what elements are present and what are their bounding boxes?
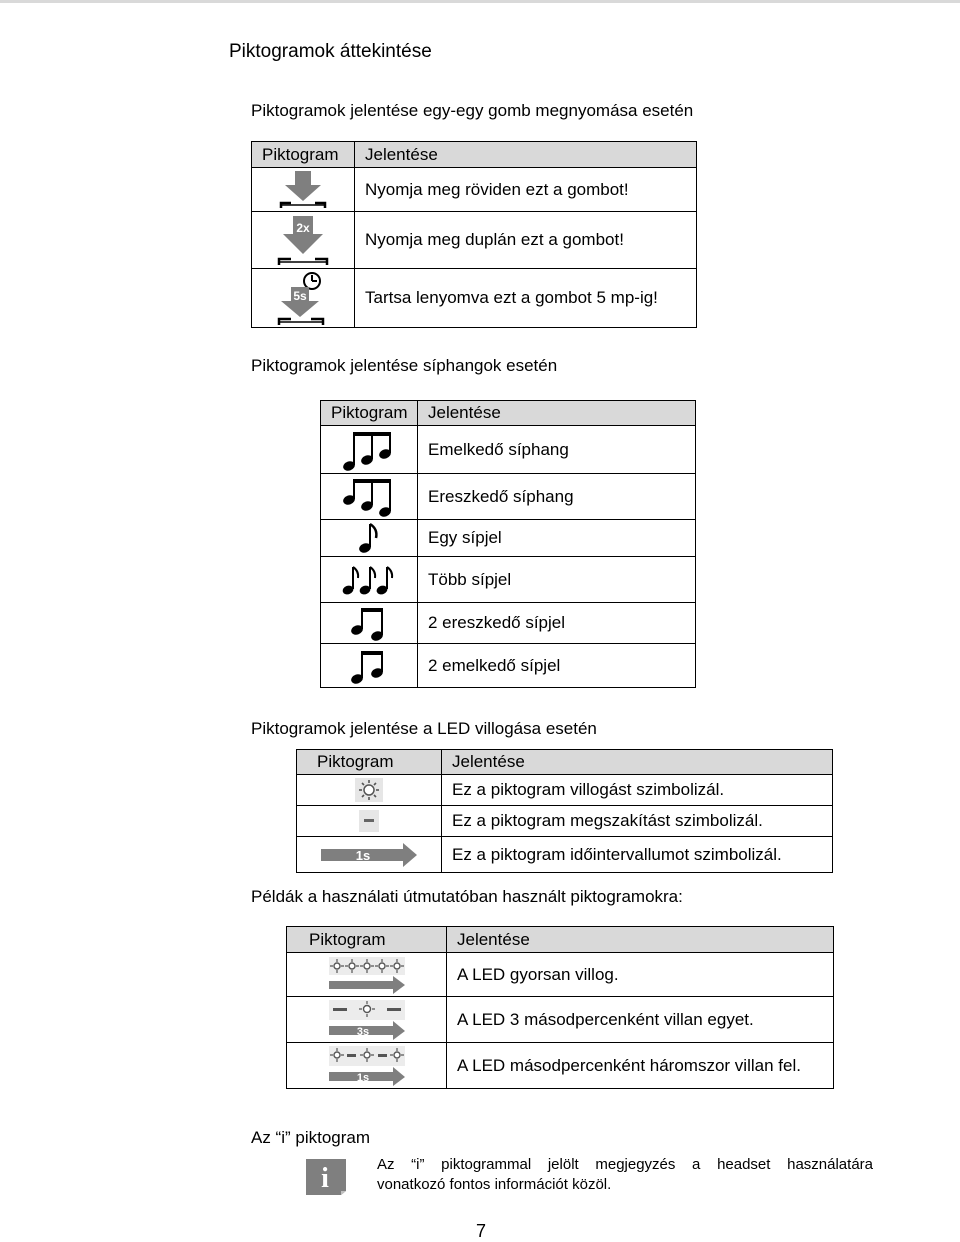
table-row	[252, 168, 697, 212]
row-meaning: Ez a piktogram villogást szimbolizál.	[442, 775, 833, 806]
table-row	[287, 953, 834, 997]
icon-label: 3s	[356, 1025, 369, 1038]
row-meaning: 2 ereszkedő sípjel	[418, 603, 696, 644]
table-row	[252, 269, 697, 328]
col-pictogram-header: Piktogram	[287, 927, 447, 953]
page-title: Piktogramok áttekintése	[229, 41, 432, 62]
buttons-table	[251, 141, 697, 328]
icon-label: 1s	[355, 847, 371, 863]
info-heading: Az “i” piktogram	[251, 1128, 371, 1147]
icon-label: 1s	[356, 1071, 369, 1084]
examples-table	[286, 926, 834, 1089]
row-meaning: Emelkedő síphang	[418, 426, 696, 474]
col-meaning-header: Jelentése	[418, 401, 696, 426]
col-meaning-header: Jelentése	[355, 142, 697, 168]
time-interval-arrow-icon	[297, 837, 442, 873]
info-note	[377, 1155, 873, 1195]
table-row	[321, 426, 696, 474]
table-row	[297, 837, 833, 873]
table-row	[321, 557, 696, 603]
col-pictogram-header: Piktogram	[252, 142, 355, 168]
info-icon	[305, 1158, 347, 1201]
info-icon-letter: i	[321, 1163, 329, 1194]
led-heading: Piktogramok jelentése a LED villogása esetén	[251, 719, 597, 738]
rising-tone-icon	[321, 426, 418, 474]
row-meaning: Ez a piktogram időintervallumot szimbolizál.	[442, 837, 833, 873]
top-rule	[0, 0, 960, 3]
row-meaning: Nyomja meg duplán ezt a gombot!	[355, 212, 697, 269]
table-row	[252, 212, 697, 269]
beeps-table	[320, 400, 696, 688]
table-row	[297, 775, 833, 806]
info-note-line-1: Az “i” piktogrammal jelölt megjegyzés a headset használatára	[377, 1156, 873, 1173]
single-beep-icon	[321, 520, 418, 557]
buttons-heading: Piktogramok jelentése egy-egy gomb megnyomása esetén	[251, 101, 694, 120]
press-short-icon	[252, 168, 355, 212]
table-row	[297, 806, 833, 837]
examples-heading: Példák a használati útmutatóban használt piktogramokra:	[251, 887, 683, 906]
falling-tone-icon	[321, 474, 418, 520]
beeps-heading: Piktogramok jelentése síphangok esetén	[251, 356, 558, 375]
press-hold-icon	[252, 269, 355, 328]
table-row	[321, 474, 696, 520]
led-flash-every-3s-icon	[287, 997, 447, 1043]
col-meaning-header: Jelentése	[442, 750, 833, 775]
table-row	[287, 1043, 834, 1089]
col-pictogram-header: Piktogram	[321, 401, 418, 426]
multiple-beeps-icon	[321, 557, 418, 603]
table-header-row	[252, 142, 697, 168]
row-meaning: Tartsa lenyomva ezt a gombot 5 mp-ig!	[355, 269, 697, 328]
col-meaning-header: Jelentése	[447, 927, 834, 953]
row-meaning: 2 emelkedő sípjel	[418, 644, 696, 688]
row-meaning: Egy sípjel	[418, 520, 696, 557]
info-note-line-2: vonatkozó fontos információt közöl.	[377, 1176, 612, 1193]
table-header-row	[297, 750, 833, 775]
table-row	[287, 997, 834, 1043]
page-number: 7	[476, 1221, 487, 1241]
table-row	[321, 644, 696, 688]
row-meaning: Ez a piktogram megszakítást szimbolizál.	[442, 806, 833, 837]
table-row	[321, 603, 696, 644]
row-meaning: A LED gyorsan villog.	[447, 953, 834, 997]
table-row	[321, 520, 696, 557]
two-rising-beeps-icon	[321, 644, 418, 688]
led-pause-icon	[297, 806, 442, 837]
table-header-row	[321, 401, 696, 426]
led-triple-flash-per-second-icon	[287, 1043, 447, 1089]
two-falling-beeps-icon	[321, 603, 418, 644]
led-fast-flash-icon	[287, 953, 447, 997]
press-double-icon	[252, 212, 355, 269]
row-meaning: A LED másodpercenként háromszor villan fel.	[447, 1043, 834, 1089]
row-meaning: Több sípjel	[418, 557, 696, 603]
icon-label: 5s	[293, 289, 307, 303]
row-meaning: Nyomja meg röviden ezt a gombot!	[355, 168, 697, 212]
led-table	[296, 749, 833, 873]
table-header-row	[287, 927, 834, 953]
row-meaning: A LED 3 másodpercenként villan egyet.	[447, 997, 834, 1043]
col-pictogram-header: Piktogram	[297, 750, 442, 775]
led-flash-icon	[297, 775, 442, 806]
icon-label: 2x	[296, 221, 310, 235]
row-meaning: Ereszkedő síphang	[418, 474, 696, 520]
